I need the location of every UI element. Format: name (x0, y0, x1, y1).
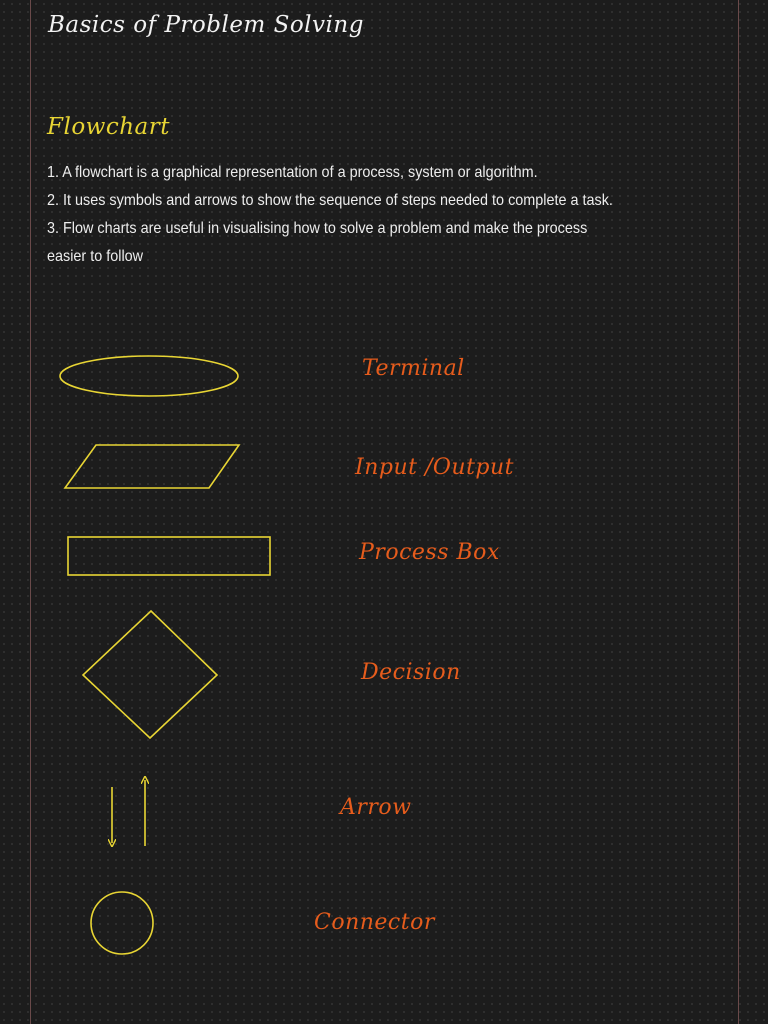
input-output-label: Input /Output (355, 455, 514, 480)
decision-label: Decision (361, 660, 461, 685)
process-box-symbol (68, 537, 270, 575)
decision-symbol (83, 611, 217, 738)
connector-symbol (91, 892, 153, 954)
connector-label: Connector (314, 910, 435, 935)
note-line-1: 1. A flowchart is a graphical representation of a process, system or algorithm. (47, 164, 538, 181)
right-margin-line (738, 0, 739, 1024)
terminal-label: Terminal (362, 356, 465, 381)
page-title: Basics of Problem Solving (48, 12, 364, 38)
arrow-label: Arrow (340, 795, 412, 820)
process-box-label: Process Box (359, 540, 500, 565)
terminal-symbol (60, 356, 238, 396)
left-margin-line (30, 0, 31, 1024)
note-line-3: 3. Flow charts are useful in visualising how to solve a problem and make the process (47, 220, 588, 237)
input-output-symbol (65, 445, 239, 488)
section-heading: Flowchart (47, 114, 170, 140)
note-line-2: 2. It uses symbols and arrows to show the sequence of steps needed to complete a task. (47, 192, 613, 209)
note-line-4: easier to follow (47, 248, 144, 265)
